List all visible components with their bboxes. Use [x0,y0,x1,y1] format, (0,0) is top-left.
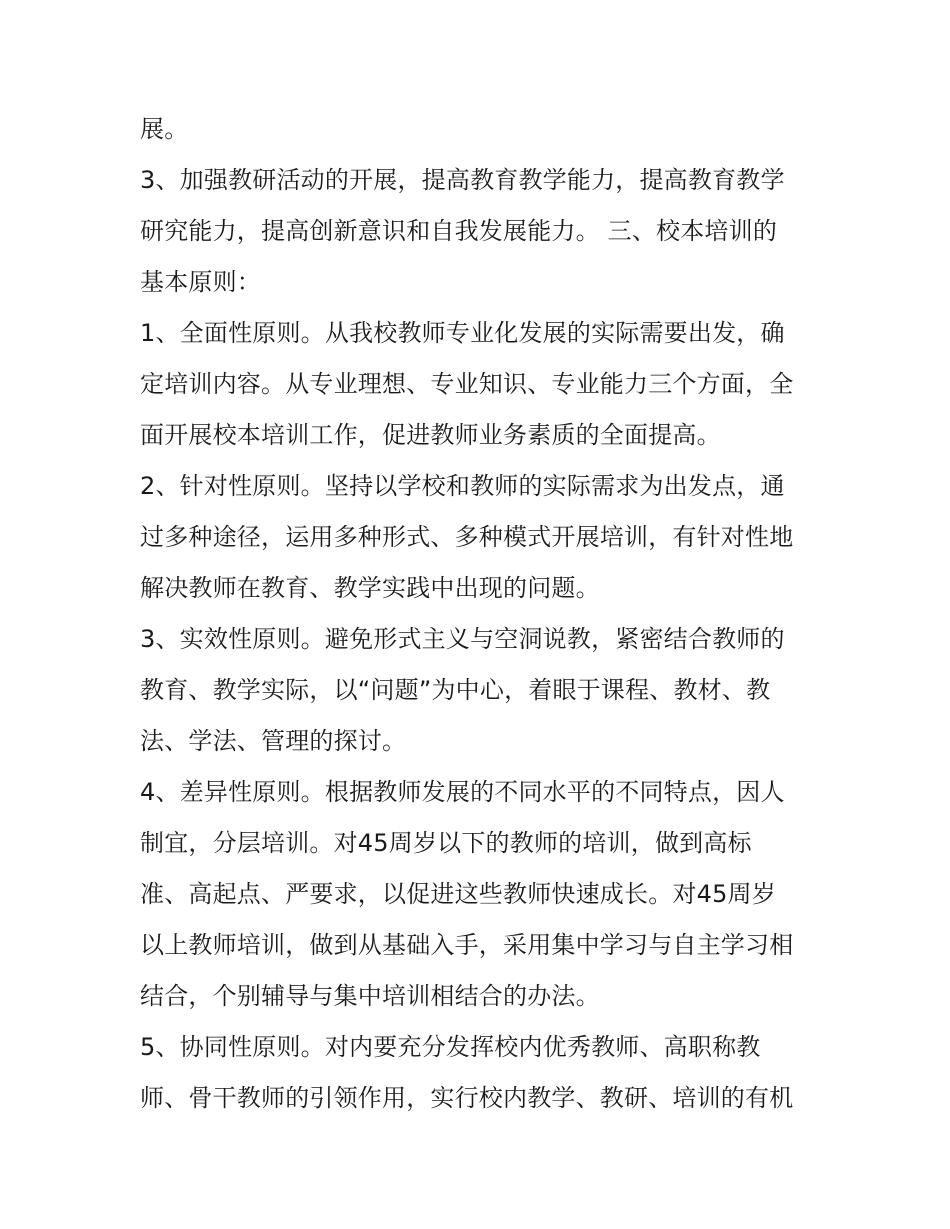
text-line: 准、高起点、严要求，以促进这些教师快速成长。对45周岁 [140,880,776,908]
text-line: 解决教师在教育、教学实践中出现的问题。 [140,574,600,602]
text-line: 3、实效性原则。避免形式主义与空洞说教，紧密结合教师的 [140,625,785,653]
text-line: 5、协同性原则。对内要充分发挥校内优秀教师、高职称教 [140,1033,761,1061]
document-body [140,104,820,1124]
text-line: 4、差异性原则。根据教师发展的不同水平的不同特点，因人 [140,778,785,806]
text-line: 展。 [140,115,189,143]
text-line: 基本原则： [140,268,261,296]
text-line: 师、骨干教师的引领作用，实行校内教学、教研、培训的有机 [140,1084,794,1112]
text-line: 以上教师培训，做到从基础入手，采用集中学习与自主学习相 [140,931,794,959]
text-line: 2、针对性原则。坚持以学校和教师的实际需求为出发点，通 [140,472,785,500]
text-line: 3、加强教研活动的开展，提高教育教学能力，提高教育教学 [140,166,785,194]
text-line: 过多种途径，运用多种形式、多种模式开展培训，有针对性地 [140,523,794,551]
text-line: 研究能力，提高创新意识和自我发展能力。 三、校本培训的 [140,217,778,245]
text-line: 面开展校本培训工作，促进教师业务素质的全面提高。 [140,421,721,449]
text-line: 法、学法、管理的探讨。 [140,727,407,755]
text-line: 制宜，分层培训。对45周岁以下的教师的培训，做到高标 [140,829,752,857]
text-line: 教育、教学实际，以“问题”为中心，着眼于课程、教材、教 [140,676,771,704]
text-line: 1、全面性原则。从我校教师专业化发展的实际需要出发，确 [140,319,785,347]
text-line: 结合，个别辅导与集中培训相结合的办法。 [140,982,600,1010]
text-line: 定培训内容。从专业理想、专业知识、专业能力三个方面，全 [140,370,794,398]
